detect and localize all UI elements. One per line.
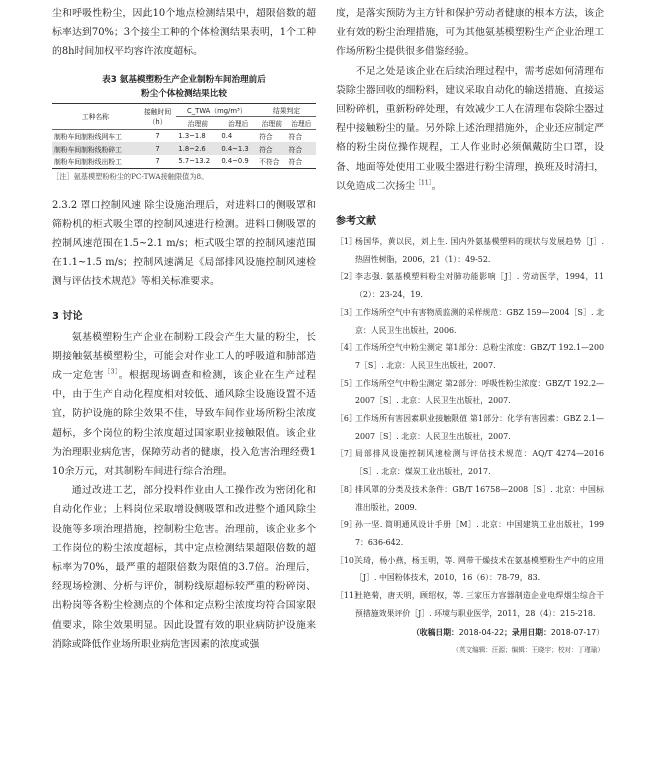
table-row: 制粉车间制粉线出粉工 7 5.7~13.2 0.4~0.9 不符合 符合 [52, 155, 316, 168]
header-judge-after: 治理后 [287, 116, 316, 129]
reference-item: ［10］ 关琦，杨小燕，杨玉明，等. 网带干燥技术在氨基模塑粉生产中的应用［J］. 中国粉体技术，2010，16（6）：78-79，83. [336, 555, 604, 583]
reference-item: ［5］ 工作场所空气中粉尘测定 第2部分：呼吸性粉尘浓度：GBZ/T 192.2—2007［S］. 北京：人民卫生出版社，2007. [336, 378, 604, 406]
section-heading-discussion: 3 讨论 [52, 310, 83, 322]
left-column [52, 0, 316, 654]
header-exposure-time: 接触时间 （h） [139, 103, 177, 129]
citation-3: ［3］ [104, 368, 119, 376]
reference-item: ［9］ 孙一坚. 简明通风设计手册［M］. 北京：中国建筑工业出版社，1997：636-642. [336, 520, 604, 547]
reference-item: ［1］ 杨国华，黄以民，刘上生. 国内外氨基模塑料的现状与发展趋势［J］. 热固性树脂，2006，21（1）：49-52. [336, 237, 604, 264]
paragraph-2-3-2: 2.3.2 罩口控制风速 除尘设施治理后，对进料口的侧吸罩和筛粉机的柜式吸尘罩的控制风速进行检测。进料口侧吸罩的控制风速范围在1.5~2.1 m/s；柜式吸尘罩的控制风速范围在1.1~1.5 m/s；控制风速满足《局部排风设施控制风速检测与评估技术规范》等相关标准要求。 [52, 199, 316, 288]
paragraph-discussion-continued: 度，是落实预防为主方针和保护劳动者健康的根本方法，该企业有效的粉尘治理措施，可为其他氨基模塑粉生产企业治理工作场所粉尘提供很多借鉴经验。 [336, 8, 604, 58]
paragraph-results-continued: 尘和呼吸性粉尘，因此10个地点检测结果中，超限倍数的超标率达到70%；3个接尘工种的个体检测结果表明，1个工种的8h时间加权平均容许浓度超标。 [52, 8, 316, 58]
dust-exposure-table [52, 103, 316, 169]
table-caption-line2: 粉尘个体检测结果比较 [141, 88, 227, 99]
reference-item: ［8］ 排风罩的分类及技术条件：GB/T 16758—2008［S］. 北京：中国标准出版社，2009. [336, 484, 604, 512]
reference-item: ［4］ 工作场所空气中粉尘测定 第1部分：总粉尘浓度：GBZ/T 192.1—2007［S］. 北京：人民卫生出版社，2007. [336, 343, 604, 370]
paragraph-discussion-2: 通过改进工艺，部分投料作业由人工操作改为密闭化和自动化作业；上料岗位采取增设侧吸罩和改进整个通风除尘设施等多项治理措施，控制粉尘危害。治理前，该企业多个工作岗位的粉尘浓度超标，其中定点检测结果超限倍数的超标率为70%，最严重的超限倍数为限值的3.7倍。治理后，经现场检测、分析与评价，制粉线原超标较严重的粉碎岗、出粉岗等各粉尘检测点的个体和定点粉尘浓度均符合国家限值要求，除尘效果明显。因此设置有效的职业病防护设施来消除或降低作业场所职业病危害因素的浓度或强 [52, 485, 316, 650]
reference-item: ［2］ 李志强. 氨基模塑料粉尘对肺功能影响［J］. 劳动医学，1994，11（2）：23-24，19. [336, 272, 604, 300]
reference-item: ［3］ 工作场所空气中有害物质监测的采样规范：GBZ 159—2004［S］. 北京：人民卫生出版社，2006. [336, 307, 604, 335]
right-column [336, 0, 604, 654]
reference-item: ［6］ 工作场所有害因素职业接触限值 第1部分：化学有害因素：GBZ 2.1—2007［S］. 北京：人民卫生出版社，2007. [336, 414, 604, 441]
table-3 [52, 73, 316, 182]
table-note: ［注］氨基模塑粉粉尘的PC-TWA接触限值为8。 [52, 171, 209, 181]
table-row: 制粉车间制粉线网车工 7 1.3~1.8 0.4 符合 符合 [54, 131, 303, 141]
paragraph-limitations: 不足之处是该企业在后续治理过程中，需考虑如何清理布袋除尘器回收的细粉料，建议采取自动化的输送措施、直接运回粉碎机，重新粉碎处理，有效减少工人在清理布袋除尘器过程中接触粉尘的量。另外除上述治理措施外，企业还应制定严格的粉尘岗位操作规程，工人作业时必须佩戴防尘口罩，设备、地面等处使用工业吸尘器进行粉尘清理，换班及时清扫，以免造成二次扬尘$^{[11]}$。 [336, 65, 604, 192]
received-accepted-dates: （收稿日期：2018-04-22；录用日期：2018-07-17） [412, 627, 604, 637]
citation-11: ［11］ [415, 179, 432, 187]
table-caption-line1: 表3 氨基模塑粉生产企业制粉车间治理前后 [102, 74, 266, 85]
reference-item: ［11］ 杜艳菊，唐天明，顾绍权，等. 三家压力容器制造企业电焊烟尘综合干预措施效果评价［J］. 环境与职业医学，2011，28（4）：215-218. [336, 591, 604, 618]
references-list [336, 233, 604, 622]
header-job-type: 工种名称 [52, 103, 139, 129]
header-judge-before: 治理前 [257, 116, 286, 129]
paragraph-discussion-1: 氨基模塑粉生产企业在制粉工段会产生大量的粉尘，长期接触氨基模塑粉尘，可能会对作业工人的呼吸道和肺部造成一定危害$^{[3]}$。根据现场调查和检测，该企业在生产过程中，由于生产自动化程度相对较低、通风除尘设施设置不适宜，防护设施的除尘效果不佳，导致车间作业场所粉尘浓度超标，多个岗位的粉尘浓度超过国家职业接触限值。该企业为治理职业病危害，保障劳动者的健康，投入危害治理经费110余万元，对其制粉车间进行综合治理。 [52, 331, 316, 478]
table-row: 制粉车间制粉线粉碎工 7 1.8~2.6 0.4~1.3 符合 符合 [52, 142, 316, 155]
reference-item: ［7］ 局部排风设施控制风速检测与评估技术规范：AQ/T 4274—2016［S］. 北京：煤炭工业出版社，2017. [336, 449, 604, 477]
editor-credits: （英文编辑：汪源；编辑：王晓宇；校对：丁瑾瑜） [452, 645, 604, 654]
header-before: 治理前 [176, 116, 219, 129]
header-ctwa: C_TWA（mg/m³） [176, 103, 257, 116]
header-judgement: 结果判定 [257, 103, 316, 116]
references-heading: 参考文献 [336, 216, 376, 228]
header-after: 治理后 [219, 116, 257, 129]
